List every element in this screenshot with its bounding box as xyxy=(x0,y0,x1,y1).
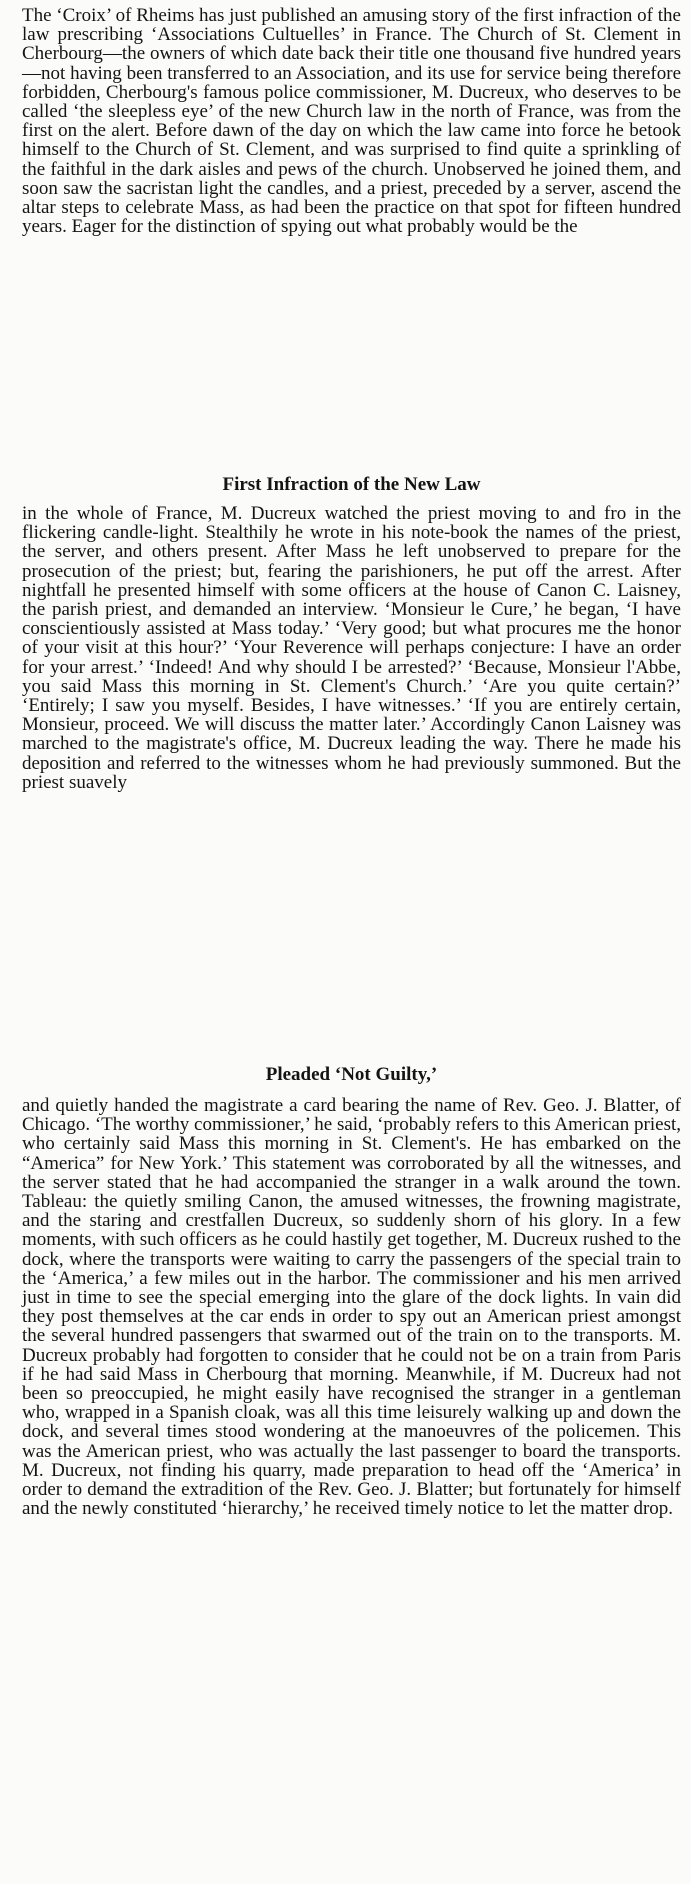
subheading-not-guilty: Pleaded ‘Not Guilty,’ xyxy=(265,1064,438,1085)
article-paragraph-1 xyxy=(22,6,681,464)
article-paragraph-2 xyxy=(22,504,681,1050)
article-paragraph-3 xyxy=(22,1096,681,1862)
paragraph-1-text: The ‘Croix’ of Rheims has just published an amusing story of the first infraction of the law prescribing ‘Associations Cultuelles’ in France. The Church of St. Clement in Cherbourg—the owners of which date back their title one thousand five hundred years—not having been transferred to an Association, and its use for service being therefore forbidden, Cherbourg's famous police commissioner, M. Ducreux, who deserves to be called ‘the sleepless eye’ of the new Church law in the north of France, was from the first on the alert. Before dawn of the day on which the law came into force he betook himself to the Church of St. Clement, and was surprised to find quite a sprinkling of the faithful in the dark aisles and pews of the church. Unobserved he joined them, and soon saw the sacristan light the candles, and a priest, preceded by a server, ascend the altar steps to celebrate Mass, as had been the practice on that spot for fifteen hundred years. Eager for the distinction of spying out what probably would be the xyxy=(22,5,681,238)
paragraph-3-text: and quietly handed the magistrate a card bearing the name of Rev. Geo. J. Blatter, of Chicago. ‘The worthy commissioner,’ he said, ‘probably refers to this American priest, who certainly said Mass this morning in St. Clement's. He has embarked on the “America” for New York.’ This statement was corroborated by all the witnesses, and the server stated that he had accompanied the stranger in a walk around the town. Tableau: the quietly smiling Canon, the amused witnesses, the frowning magistrate, and the staring and crestfallen Ducreux, so suddenly shorn of his glory. In a few moments, with such officers as he could hastily get together, M. Ducreux rushed to the dock, where the transports were waiting to carry the passengers of the special train to the ‘America,’ a few miles out in the harbor. The commissioner and his men arrived just in time to see the special emerging into the glare of the dock lights. In vain did they post themselves at the car ends in order to spy out an American priest amongst the several hundred passengers that swarmed out of the train on to the transports. M. Ducreux probably had forgotten to consider that he could not be on a train from Paris if he had said Mass in Cherbourg that morning. Meanwhile, if M. Ducreux had not been so preoccupied, he might easily have recognised the stranger in a gentleman who, wrapped in a Spanish cloak, was all this time leisurely walking up and down the dock, and several times stood wondering at the manoeuvres of the policemen. This was the American priest, who was actually the last passenger to board the transports. M. Ducreux, not finding his quarry, made preparation to head off the ‘America’ in order to demand the extradition of the Rev. Geo. J. Blatter; but fortunately for himself and the newly constituted ‘hierarchy,’ he received timely notice to let the matter drop. xyxy=(22,1095,681,1520)
paragraph-2-text: in the whole of France, M. Ducreux watched the priest moving to and fro in the flickering candle-light. Stealthily he wrote in his note-book the names of the priest, the server, and others present. After Mass he left unobserved to prepare for the prosecution of the priest; but, fearing the parishioners, he put off the arrest. After nightfall he presented himself with some officers at the house of Canon C. Laisney, the parish priest, and demanded an interview. ‘Monsieur le Cure,’ he began, ‘I have conscientiously assisted at Mass today.’ ‘Very good; but what procures me the honor of your visit at this hour?’ ‘Your Reverence will perhaps conjecture: I have an order for your arrest.’ ‘Indeed! And why should I be arrested?’ ‘Because, Monsieur l'Abbe, you said Mass this morning in St. Clement's Church.’ ‘Are you quite certain?’ ‘Entirely; I saw you myself. Besides, I have witnesses.’ ‘If you are entirely certain, Monsieur, proceed. We will discuss the matter later.’ Accordingly Canon Laisney was marched to the magistrate's office, M. Ducreux leading the way. There he made his deposition and referred to the witnesses whom he had previously summoned. But the priest suavely xyxy=(22,503,681,793)
subheading-first-infraction: First Infraction of the New Law xyxy=(222,474,481,495)
